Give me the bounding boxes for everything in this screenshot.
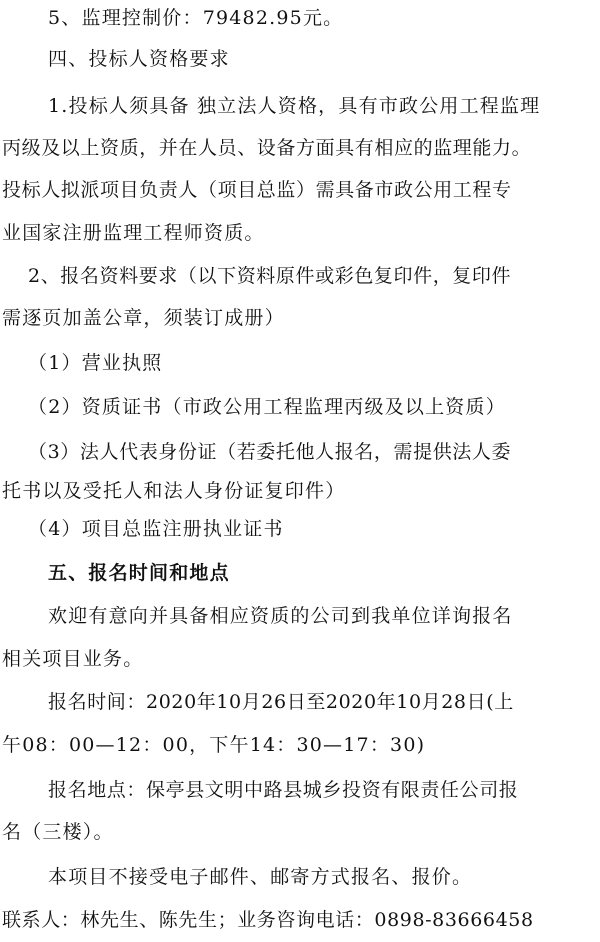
requirement-2-line-2: 需逐页加盖公章，须装订成册）	[2, 307, 285, 329]
registration-place-line-2: 名（三楼）。	[2, 821, 114, 843]
list-item-legal-rep-id-line-1: （3）法人代表身份证（若委托他人报名，需提供法人委	[28, 441, 512, 463]
section-heading-registration: 五、报名时间和地点	[48, 562, 230, 584]
list-item-qualification-certificate: （2）资质证书（市政公用工程监理丙级及以上资质）	[28, 396, 506, 418]
control-price-text: 5、监理控制价：79482.95元。	[48, 7, 344, 29]
welcome-line-2: 相关项目业务。	[2, 648, 144, 670]
contact-info: 联系人：林先生、陈先生；业务咨询电话：0898-83666458	[2, 909, 534, 931]
requirement-2-line-1: 2、报名资料要求（以下资料原件或彩色复印件，复印件	[28, 265, 512, 287]
welcome-line-1: 欢迎有意向并具备相应资质的公司到我单位详询报名	[48, 605, 513, 627]
list-item-business-license: （1）营业执照	[28, 352, 163, 374]
registration-place-line-1: 报名地点：保亭县文明中路县城乡投资有限责任公司报	[48, 779, 519, 801]
list-item-director-certificate: （4）项目总监注册执业证书	[28, 518, 284, 540]
requirement-1-line-2: 丙级及以上资质，并在人员、设备方面具有相应的监理能力。	[2, 137, 532, 159]
requirement-1-line-3: 投标人拟派项目负责人（项目总监）需具备市政公用工程专	[2, 179, 512, 201]
requirement-1-line-1: 1.投标人须具备 独立法人资格，具有市政公用工程监理	[48, 95, 541, 117]
list-item-legal-rep-id-line-2: 托书以及受托人和法人身份证复印件）	[2, 480, 346, 502]
registration-time-line-1: 报名时间：2020年10月26日至2020年10月28日(上	[48, 691, 514, 713]
registration-time-line-2: 午08：00—12：00，下午14：30—17：30)	[2, 734, 426, 756]
section-heading-qualifications: 四、投标人资格要求	[48, 48, 230, 70]
requirement-1-line-4: 业国家注册监理工程师资质。	[2, 222, 265, 244]
submission-notice: 本项目不接受电子邮件、邮寄方式报名、报价。	[48, 866, 473, 888]
